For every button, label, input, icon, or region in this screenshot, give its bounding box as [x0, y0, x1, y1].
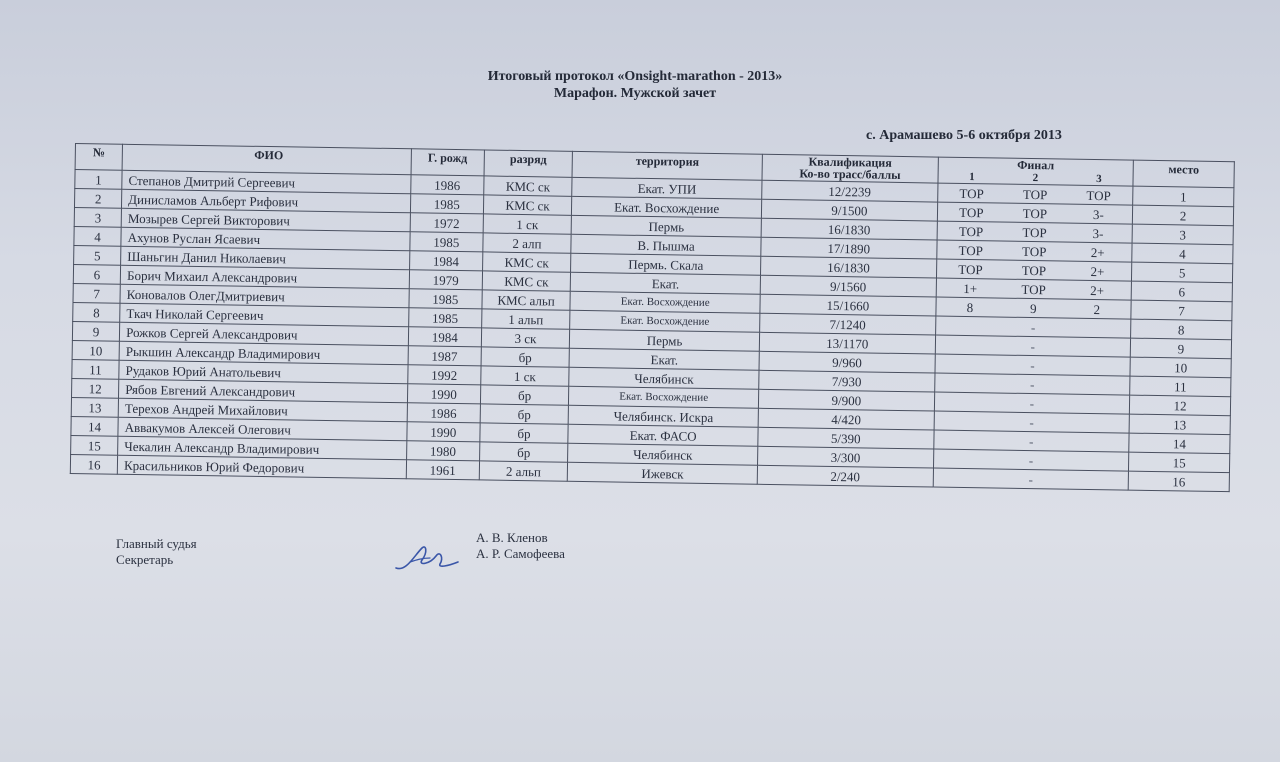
cell-territory: Екат. ФАСО — [568, 424, 758, 446]
cell-territory: Челябинск. Искра — [568, 405, 758, 427]
cell-qualification: 4/420 — [758, 408, 934, 430]
cell-qualification: 2/240 — [757, 465, 933, 487]
document-subtitle: Марафон. Мужской зачет — [553, 86, 717, 101]
cell-year: 1980 — [406, 441, 479, 461]
cell-qualification: 17/1890 — [761, 237, 937, 259]
cell-num: 9 — [72, 321, 119, 341]
final-dash: - — [1029, 433, 1034, 449]
header-qual-line1: Квалификация — [808, 154, 892, 170]
cell-qualification: 7/930 — [759, 370, 935, 392]
header-final-col-2: 2 — [1032, 172, 1039, 185]
cell-year: 1984 — [408, 327, 481, 347]
cell-name: Мозырев Сергей Викторович — [121, 208, 410, 232]
cell-year: 1984 — [409, 251, 482, 271]
final-route-2: TOP — [1021, 243, 1047, 259]
cell-year: 1985 — [408, 308, 481, 328]
cell-territory: Челябинск — [569, 367, 759, 389]
cell-territory: В. Пышма — [571, 234, 761, 256]
cell-place: 9 — [1130, 338, 1231, 359]
cell-place: 7 — [1131, 300, 1232, 321]
cell-name: Борич Михаил Александрович — [120, 265, 409, 289]
cell-qualification: 5/390 — [758, 427, 934, 449]
cell-num: 12 — [72, 378, 119, 398]
results-table — [70, 143, 1235, 492]
cell-territory: Екат. Восхождение — [570, 291, 760, 313]
cell-place: 2 — [1132, 205, 1233, 226]
cell-place: 12 — [1129, 395, 1230, 416]
cell-territory: Екат. — [569, 348, 759, 370]
final-route-1: 1+ — [963, 280, 978, 296]
cell-rank: КМС альп — [482, 290, 571, 310]
signatory-names — [476, 530, 565, 562]
cell-num: 15 — [71, 435, 118, 455]
signatory-roles — [116, 536, 197, 568]
cell-year: 1961 — [406, 460, 479, 480]
final-dash: - — [1029, 376, 1035, 392]
cell-name: Шаньгин Данил Николаевич — [121, 246, 410, 270]
header-rank: разряд — [484, 150, 573, 177]
cell-year: 1990 — [407, 384, 480, 404]
final-route-3: 2+ — [1090, 263, 1105, 279]
cell-qualification: 9/960 — [759, 351, 935, 373]
cell-territory: Екат. — [570, 272, 760, 294]
cell-rank: 2 альп — [479, 461, 568, 481]
final-dash: - — [1029, 395, 1035, 411]
cell-rank: бр — [480, 423, 569, 443]
cell-num: 7 — [73, 283, 120, 303]
cell-qualification: 9/1500 — [761, 199, 937, 221]
cell-territory: Пермь — [571, 215, 761, 237]
cell-name: Степанов Дмитрий Сергеевич — [122, 170, 411, 194]
cell-rank: бр — [480, 385, 569, 405]
cell-num: 3 — [74, 207, 121, 227]
cell-num: 6 — [73, 264, 120, 284]
cell-rank: 3 ск — [481, 328, 570, 348]
final-route-1: TOP — [958, 223, 984, 239]
cell-rank: 1 ск — [481, 366, 570, 386]
cell-name: Рябов Евгений Александрович — [119, 379, 408, 403]
cell-rank: бр — [479, 442, 568, 462]
cell-territory: Челябинск — [568, 443, 758, 465]
results-body — [70, 170, 1234, 492]
cell-name: Ткач Николай Сергеевич — [120, 303, 409, 327]
cell-qualification: 16/1830 — [761, 256, 937, 278]
final-route-1: TOP — [958, 261, 983, 277]
cell-name: Терехов Андрей Михайлович — [118, 398, 407, 422]
final-dash: - — [1030, 319, 1036, 335]
cell-territory: Екат. Восхождение — [569, 386, 759, 408]
cell-rank: бр — [481, 347, 570, 367]
cell-qualification: 15/1660 — [760, 294, 936, 316]
cell-territory: Пермь. Скала — [571, 253, 761, 275]
cell-num: 1 — [75, 170, 122, 190]
cell-place: 14 — [1129, 433, 1230, 454]
header-final-col-1: 1 — [969, 171, 975, 184]
cell-place: 13 — [1129, 414, 1230, 435]
cell-name: Чекалин Александр Владимирович — [118, 436, 407, 460]
cell-place: 8 — [1131, 319, 1232, 340]
name-secretary: А. Р. Самофеева — [476, 546, 565, 561]
cell-place: 15 — [1129, 452, 1230, 473]
cell-qualification: 16/1830 — [761, 218, 937, 240]
cell-territory: Ижевск — [567, 462, 757, 484]
cell-name: Красильников Юрий Федорович — [117, 455, 406, 479]
cell-territory: Екат. Восхождение — [572, 196, 762, 218]
name-chief-judge: А. В. Кленов — [476, 530, 548, 545]
header-final-col-3: 3 — [1096, 173, 1102, 186]
final-route-3: 3- — [1092, 206, 1104, 222]
cell-year: 1985 — [410, 194, 483, 214]
cell-num: 13 — [71, 397, 118, 417]
cell-territory: Екат. УПИ — [572, 177, 762, 199]
cell-num: 14 — [71, 416, 118, 436]
header-place: место — [1133, 160, 1234, 188]
header-territory: территория — [572, 151, 762, 180]
final-dash: - — [1028, 471, 1033, 487]
cell-territory: Пермь — [570, 329, 760, 351]
cell-rank: 2 алп — [483, 233, 572, 253]
final-route-2: 9 — [1030, 300, 1037, 316]
cell-place: 1 — [1133, 186, 1234, 207]
final-route-1: TOP — [959, 204, 984, 220]
cell-num: 2 — [74, 189, 121, 209]
cell-year: 1979 — [409, 270, 482, 290]
cell-year: 1987 — [408, 346, 481, 366]
cell-final — [933, 468, 1129, 490]
cell-qualification: 9/1560 — [760, 275, 936, 297]
final-route-2: TOP — [1022, 224, 1047, 240]
cell-place: 11 — [1130, 376, 1231, 397]
cell-qualification: 7/1240 — [760, 313, 936, 335]
header-year: Г. рожд — [411, 149, 485, 176]
header-num: № — [75, 144, 123, 171]
cell-year: 1985 — [409, 289, 482, 309]
cell-place: 4 — [1132, 243, 1233, 264]
cell-name: Аввакумов Алексей Олегович — [118, 417, 407, 441]
final-route-1: TOP — [959, 185, 984, 201]
cell-place: 3 — [1132, 224, 1233, 245]
cell-qualification: 12/2239 — [762, 180, 938, 202]
cell-name: Рудаков Юрий Анатольевич — [119, 360, 408, 384]
cell-num: 8 — [73, 302, 120, 322]
cell-place: 16 — [1128, 471, 1229, 492]
cell-num: 10 — [72, 340, 119, 360]
cell-rank: КМС ск — [482, 252, 571, 272]
final-dash: - — [1030, 338, 1036, 354]
final-route-2: TOP — [1022, 205, 1048, 221]
cell-name: Ахунов Руслан Ясаевич — [121, 227, 410, 251]
cell-rank: 1 ск — [483, 214, 572, 234]
cell-place: 6 — [1131, 281, 1232, 302]
role-chief-judge: Главный судья — [116, 536, 197, 551]
cell-rank: КМС ск — [484, 176, 573, 196]
cell-qualification: 13/1170 — [759, 332, 935, 354]
cell-num: 4 — [74, 226, 121, 246]
cell-name: Рожков Сергей Александрович — [120, 322, 409, 346]
header-name: ФИО — [122, 144, 411, 175]
final-dash: - — [1028, 452, 1034, 468]
cell-rank: КМС ск — [483, 195, 572, 215]
cell-qualification: 3/300 — [758, 446, 934, 468]
header-qual-line2: Ко-во трасс/баллы — [799, 166, 901, 182]
cell-year: 1972 — [410, 213, 483, 233]
final-route-2: TOP — [1021, 281, 1046, 297]
signature-mark — [392, 538, 462, 578]
final-route-3: 3- — [1092, 225, 1104, 241]
cell-year: 1990 — [407, 422, 480, 442]
final-route-3: TOP — [1086, 187, 1111, 203]
final-route-2: TOP — [1022, 186, 1048, 202]
cell-num: 11 — [72, 359, 119, 379]
cell-year: 1986 — [407, 403, 480, 423]
cell-year: 1992 — [407, 365, 480, 385]
header-final — [938, 157, 1134, 186]
cell-rank: бр — [480, 404, 569, 424]
cell-name: Динисламов Альберт Рифович — [122, 189, 411, 213]
final-route-3: 2+ — [1090, 282, 1105, 298]
cell-name: Рыкшин Александр Владимирович — [119, 341, 408, 365]
cell-num: 16 — [70, 454, 117, 474]
cell-rank: КМС ск — [482, 271, 571, 291]
cell-year: 1985 — [410, 232, 483, 252]
cell-territory: Екат. Восхождение — [570, 310, 760, 332]
final-route-3: 2 — [1093, 301, 1101, 317]
cell-num: 5 — [74, 245, 121, 265]
role-secretary: Секретарь — [116, 552, 174, 567]
final-route-1: TOP — [958, 242, 984, 258]
cell-qualification: 9/900 — [758, 389, 934, 411]
cell-name: Коновалов ОлегДмитриевич — [120, 284, 409, 308]
cell-rank: 1 альп — [482, 309, 571, 329]
final-route-2: TOP — [1021, 262, 1047, 278]
final-route-3: 2+ — [1090, 244, 1105, 260]
cell-year: 1986 — [410, 175, 483, 195]
final-dash: - — [1029, 414, 1034, 430]
final-dash: - — [1030, 357, 1035, 373]
cell-place: 5 — [1132, 262, 1233, 283]
header-final-label: Финал — [1017, 157, 1055, 173]
document-title: Итоговый протокол «Onsight-marathon - 2013» — [487, 69, 783, 84]
cell-place: 10 — [1130, 357, 1231, 378]
place-date: с. Арамашево 5-6 октября 2013 — [866, 128, 1062, 143]
header-qualification — [762, 154, 938, 183]
final-route-1: 8 — [966, 299, 974, 315]
